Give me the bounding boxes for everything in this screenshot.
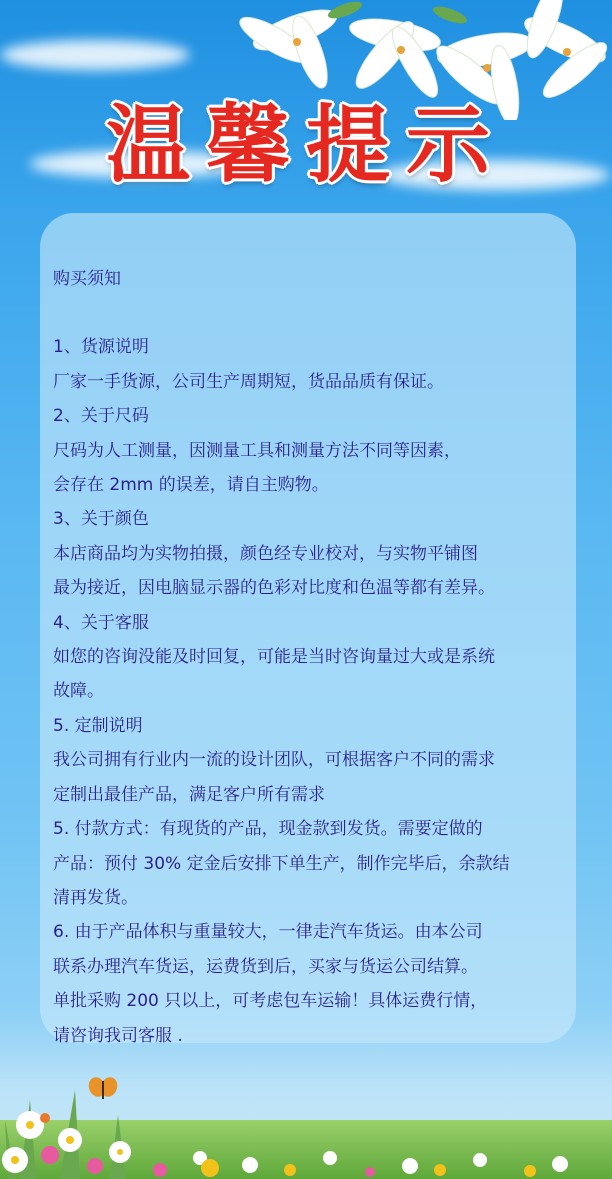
- notice-line: 1、货源说明: [53, 337, 149, 358]
- notice-line: 如您的咨询没能及时回复，可能是当时咨询量过大或是系统: [53, 647, 495, 668]
- notice-line: 4、关于客服: [53, 612, 149, 633]
- notice-line: 联系办理汽车货运，运费货到后，买家与货运公司结算。: [53, 956, 478, 977]
- notice-line: 单批采购 200 只以上，可考虑包车运输！具体运费行情，: [53, 991, 488, 1012]
- notice-line: 尺码为人工测量，因测量工具和测量方法不同等因素，: [53, 440, 461, 461]
- notice-line: 我公司拥有行业内一流的设计团队，可根据客户不同的需求: [53, 750, 495, 771]
- poster-title: 温馨提示: [105, 96, 506, 194]
- notice-line: 故障。: [53, 681, 104, 702]
- notice-line: 最为接近，因电脑显示器的色彩对比度和色温等都有差异。: [53, 578, 495, 599]
- notice-line: 2、关于尺码: [53, 406, 149, 427]
- cloud: [0, 40, 190, 70]
- notice-line: 会存在 2mm 的误差，请自主购物。: [53, 475, 329, 496]
- notice-line: 定制出最佳产品，满足客户所有需求: [53, 784, 325, 805]
- notice-line: 厂家一手货源，公司生产周期短，货品品质有保证。: [53, 371, 444, 392]
- notice-line: 6. 由于产品体积与重量较大，一律走汽车货运。由本公司: [53, 922, 483, 943]
- notice-line: 请咨询我司客服 .: [53, 1025, 183, 1046]
- notice-heading: 购买须知: [53, 269, 121, 289]
- notice-line: 产品：预付 30% 定金后安排下单生产，制作完毕后，余款结: [53, 853, 510, 874]
- notice-line: 清再发货。: [53, 887, 138, 908]
- meadow-flowers: [0, 1040, 612, 1179]
- notice-line: 5. 付款方式：有现货的产品，现金款到发货。需要定做的: [53, 819, 483, 840]
- notice-line: 5. 定制说明: [53, 715, 143, 736]
- notice-line: 本店商品均为实物拍摄，颜色经专业校对，与实物平铺图: [53, 543, 478, 564]
- notice-line: 3、关于颜色: [53, 509, 149, 530]
- notice-content: [53, 262, 583, 1053]
- butterfly-icon: [88, 1075, 118, 1105]
